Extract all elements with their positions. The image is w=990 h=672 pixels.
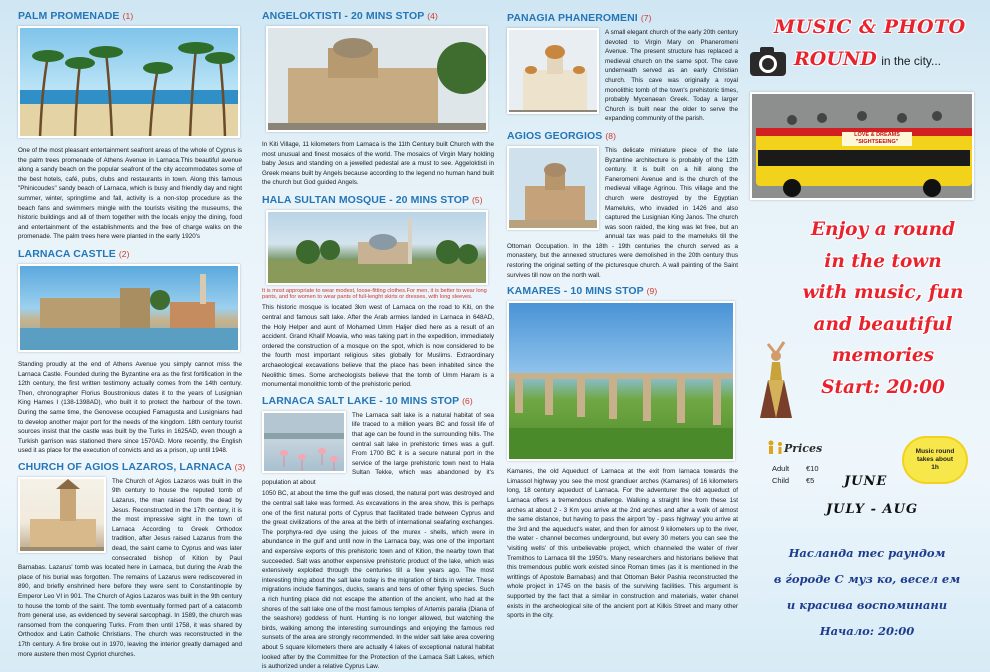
- enjoy-line-5: memories: [831, 345, 935, 366]
- months-line-2: JULY - AUG: [826, 502, 919, 517]
- kamares-text: Kamares, the old Aqueduct of Larnaca at the exit from larnaca towards the Limassol highway you see the most grandiuer arches (Kamares) of 16 kilometers long, 18 century aqueduct of Larnaca. For the adventurer the old aqueduct of Larnaca offers a tremendous challenge. Walking a straight line from these 1st arches at about 2 - 3 Km you arrive at the 2nd arches and after a walk of almost the same distance, but having to pass the airport 'by - pass highway' you arrive at the 3rd and the aqueduct's water, and then for almost 9 kilometers up to the river, the water - channel becomes underground, but every 30 meters you can see the 'visiting wells' of this unbelievable project, which channeled the water of river Tremithos to Larnaca till the 1950's. Many researchers and historians believe that this tremendous public work existed since Roman times (as it is mentioned in the writtings of Apostole Barnabas) and that Ottoman Bekir Pashia reconstructed the whole project in 1745 on the basis of the surviving facilities. This argument is supported by the fact that a similar in construction and materials, water chanel exists in the archeological site of the ancient port at Kilkis Street and many other sports in the city.: [507, 468, 738, 620]
- salt-lake-text-a: The Larnaca salt lake is a natural habitat of sea life traced to a million years BC and fossil life of that age can be found in the surrounding hills. The central salt lake in prehistoric times was a gulf. From 1700 BC it is a secure natural port in the service of the large prehistoric town next to Hala Sultan Tekke, which was abandoned by it's population at about: [262, 411, 494, 486]
- enjoy-line-2: in the town: [824, 250, 942, 272]
- months-line-1: JUNE: [844, 474, 888, 489]
- column-4-promo: [744, 0, 990, 672]
- duration-badge: Music round takes about 1h: [904, 438, 966, 482]
- column-2: [256, 0, 500, 672]
- prices-label: Prices: [784, 442, 823, 455]
- child-price: €5: [806, 476, 815, 485]
- panagia-phaneromeni-photo: [507, 28, 599, 114]
- angeloktisti-text: In Kiti Village, 11 kilometers from Larnaca is the 11th Century built Church with the most unusual and finest mosaics of the world. The mosaics of Virgin Mary holding baby Jesus and standing on a jewelled pedestal are a must to see. Aggeloktisti in Greek means built by Angels because according to the legend no human hand built the church but God guided Angels.: [262, 141, 494, 187]
- kamares-photo: [507, 301, 735, 461]
- russian-line-4: Начало: 20:00: [819, 624, 915, 638]
- prices-note: [756, 436, 826, 496]
- section-title-kamares: KAMARES - 10 MINS STOP (9): [507, 285, 658, 298]
- child-label: Child: [772, 476, 790, 485]
- section-title-angeloktisti: ANGELOKTISTI - 20 MINS STOP (4): [262, 10, 438, 22]
- sightseeing-bus-photo: [750, 92, 974, 200]
- column-1: [0, 0, 250, 672]
- family-icon: [766, 440, 786, 459]
- palm-promenade-photo: [18, 26, 240, 138]
- enjoy-line-6: Start: 20:00: [821, 376, 945, 398]
- hala-sultan-caption: It is most appropriate to wear modest, loose-fitting clothes.For men, it is better to wear long pants, and for women to wear pants of full-lenght skirts or dresses, with long sleeves.: [262, 287, 487, 301]
- adult-label: Adult: [772, 464, 790, 473]
- hala-sultan-text: This historic mosque is located 3km west of Larnaca on the road to Kiti, on the central and famous salt lake. After the Arab armies landed in Larnaca in 648AD, the Holy Helper and aunt of Mohamed Umm Haljer died here as a result of an accident. Grand Khalif Moavia, who was taking part in the expedition, immediately ordered the construction of a mosque on the spot, which is now considered to be the fourth most important religious sites globally for Muslims. Extraordinary archaeological excavations believe that the place has been inhabited since the Neolithic times. Some archeologists believe that the tomb of Umm Haram is a monumental monolithic tomb of the prehistoric period.: [262, 304, 494, 389]
- russian-line-2: в ѓороде С муз ко, весел ем: [773, 572, 961, 586]
- enjoy-line-4: and beautiful: [813, 313, 953, 335]
- salt-lake-photo: [262, 411, 346, 473]
- section-title-panagia-phaneromeni: PANAGIA PHANEROMENI (7): [507, 12, 652, 24]
- promo-title-line2: ROUND in the city...: [794, 48, 942, 70]
- russian-block: [748, 540, 986, 644]
- column-3: [502, 0, 744, 672]
- section-title-hala-sultan: HALA SULTAN MOSQUE - 20 MINS STOP (5): [262, 193, 483, 206]
- bus-sign: LOVE & DREAMS "SIGHTSEEING": [854, 132, 900, 145]
- larnaca-castle-photo: [18, 264, 240, 352]
- enjoy-block: [778, 214, 988, 403]
- larnaca-castle-text: Standing proudly at the end of Athens Avenue you simply cannot miss the Larnaca Castle. Founded during the Byzantine era as the first fortification in the 12th century, the first written testimony actually comes from the 14th century. Then, chronographer Florius Boustronious dates it to the years of Lusignian King Hames I (138-1398AD), who built it to protect the harbour of the town. During the same time, the Genovese occupied Famagusta and Lusignians had to develop another major port for the needs of the kingdom. 18th century tourist sources insist that the castle was built by the Turks in 1625AD, even though a Turkish garrison was stationed there since 1570AD. More recently, the English used it as place for the execution of convicts and as a prison, up until 1948.: [18, 360, 242, 455]
- adult-price: €10: [806, 464, 819, 473]
- section-title-agios-lazaros: CHURCH OF AGIOS LAZAROS, LARNACA (3): [18, 460, 246, 473]
- section-title-palm-promenade: PALM PROMENADE (1): [18, 10, 134, 22]
- panagia-phaneromeni-text: A small elegant church of the early 20th century devoted to Virgin Mary on Phaneromeni Avenue. The present structure has replaced a medieval church on the same spot. The cave underneath served as an early Christian church. This cave was originally a royal monolithic tomb of the town's prehistoric times, probably Mycenaean Greek. Today a larger Church is built near the older to serve the expanding community of the parish.: [605, 29, 738, 123]
- section-title-agios-georgios: AGIOS GEORGIOS (8): [507, 129, 617, 142]
- agios-lazaros-text: The Church of Agios Lazaros was built in the 9th century to house the reputed tomb of Lazarus, the man raised from the dead by Jesus. Reconstructed in the 17th century, it is the most impressive sight in the town of Larnaca According to Greek Orthodox tradition, after Jesus raised Lazarus from the dead, the saint came to Cyprus and was later consecrated bishop of Kition by Paul Barnabas. Lazarus' tomb was located here in Larnaca, but during the Arab the place of his burial was forgotten. The remains of Lazarus were rediscovered in 890, and briefly enshrined here before they were sent to Constantinople by Emperor Leo VI in 901. The Church of Agios Lazaros was built in the 9th century to house the tomb of the saint. The tomb eventually formed part of a catacomb from general use, as evidenced by several sarcophagi. In 1589, the church was ransomed from the conquering Turks. From then until 1758, it was shared by Orthodox and Latin Catholic Christians. The church was reconstructed in the 17th century. A fire broke out in 1970, leaving the interior greatly damaged and more austere then most Cypriot churches.: [18, 477, 242, 658]
- russian-line-3: и красива воспоминани: [786, 598, 948, 612]
- agios-georgios-text: This delicate miniature piece of the late Byzantine architecture is probably of the 12th century. It is built on a hill along the Faneromeni Avenue and is the church of the medieval village Agrinou. This village and the church were destroyed by the Egyptian Mameluks, who invaded in 1426 and also captured the Lusignian King Janos. The church was soon raided, the king was let free, but an annual tax was paid to the mameluks till the Ottoman Occupation. In the 18th - 19th centuries the church served as a monastery, but the annexed structures were demolished in the 20th century thus restoring the original setting of the picturesque church. A wall painting of the Saint survives till now on the north wall.: [507, 146, 738, 279]
- enjoy-line-1: Enjoy a round: [810, 219, 956, 240]
- agios-georgios-photo: [507, 146, 599, 230]
- promo-title-line1: MUSIC & PHOTO: [774, 16, 966, 38]
- salt-lake-text-b: 1050 BC, at about the time the gulf was closed, the natural port was destroyed and the central salt lake was formed. As excavations in the area show, this is perhaps one of the first natural ports of Cyprus that facilitated trade between Cyprus and the great civilizations of the area at the birth of international seafaring exchanges. The porphyra-red dye using the juices of the murex - shells, which were in abundance in the gulf and until now in the Larnaca bay, was one of the important and expensive exports of this prehistoric town and of Kition, the nearby town that succeeded. Salt was another expensive prehistoric product of the lake, which was extensively exploited through the centuries till a few years ago. The most interesting thing about the salt lake today is the migration of birds in winter. These migrations include flamingos, ducks, swans and tens of other flying species. Such a rich hunting place did not escape the attention of the ancient, who had at the shores of the salt lake one of the most famous temples of Artemis paralia (Diana of the seashore) goddess of hunt. Hunting is no longer allowed, but watching the birds, walking among the interesting surroundings and enjoying the famous red sunsets of the area are strongly recommended. In the wider salt lake area covering about 5 square kilometers there are actually 4 lakes of exceptional natural habitat looked after by the Committee for the Protection of the Larnaca Salt Lakes, which is authorized under a relative Cyprus Law.: [262, 490, 494, 671]
- enjoy-line-3: with music, fun: [802, 282, 964, 303]
- hala-sultan-photo: [266, 210, 488, 285]
- camera-icon: [748, 44, 788, 83]
- angeloktisti-photo: [266, 26, 488, 132]
- palm-promenade-text: One of the most pleasant entertainment seafront areas of the whole of Cyprus is the palm trees promenade of Athens Avenue in Larnaca.This beautiful avenue along a sandy beach on the popular seafront of the city accommodates some of the best hotels, café, pubs, clubs and restaurants in town. Along this famous "Phinicoudes" sandy beach of Larnaca, which is busy and friendly day and night summer, winter, springtime and fall, activity is a non-stop procedure as the beach fans and swimmers mingle with the tourists visiting the museums, the historic buildings and all of them together with the locals enjoy the dining, food and entertainment of the establishments and the free of charge walks on the promenade. The palm trees here were planted in the early 1920's: [18, 147, 242, 241]
- section-title-larnaca-castle: LARNACA CASTLE (2): [18, 247, 130, 260]
- section-title-salt-lake: LARNACA SALT LAKE - 10 MINS STOP (6): [262, 394, 473, 407]
- russian-line-1: Насланда тес раундом: [788, 546, 946, 560]
- agios-lazaros-photo: [18, 477, 106, 553]
